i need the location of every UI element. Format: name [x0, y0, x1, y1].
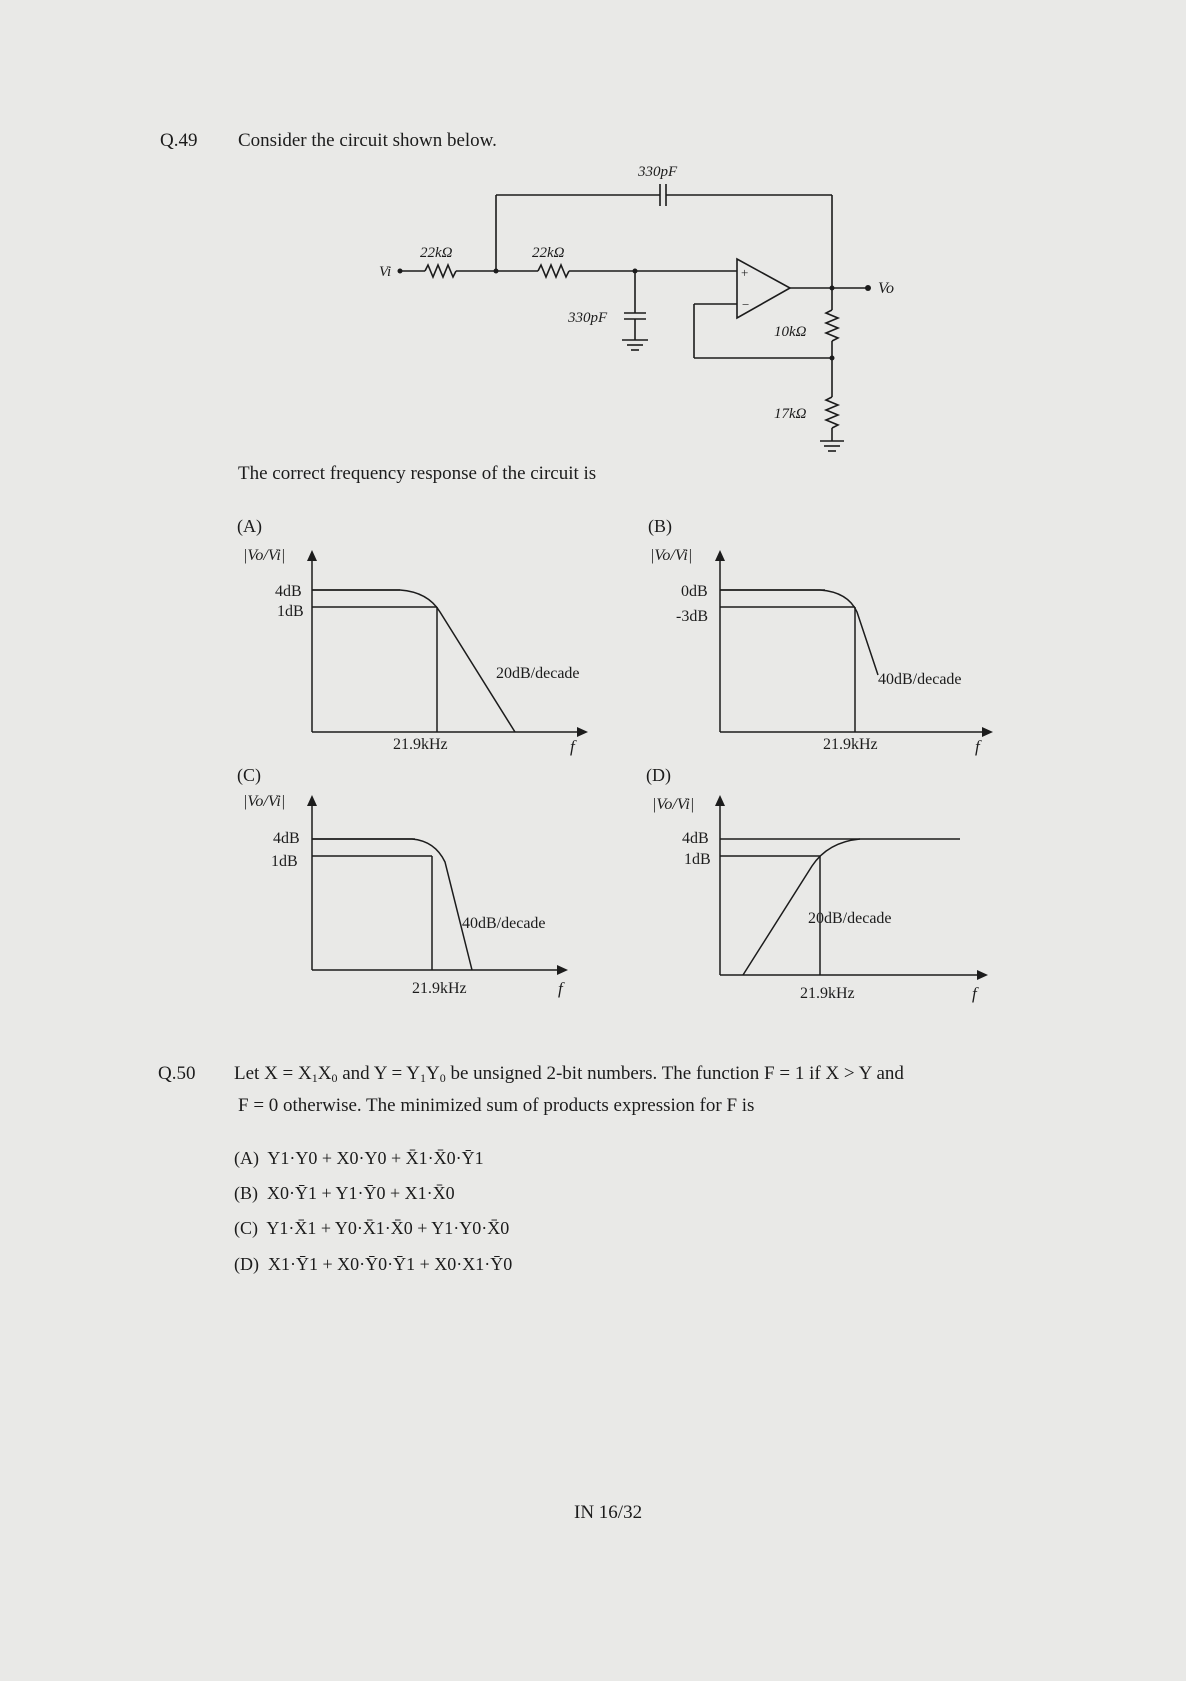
q50-sub-b: 0: [331, 1071, 338, 1085]
q49-prompt: The correct frequency response of the circuit is: [238, 463, 597, 484]
graph-c-ylabel: |Vo/Vi|: [243, 793, 286, 810]
plus-terminal: +: [741, 265, 749, 280]
graph-d-curve: [743, 839, 860, 975]
q50-option-d-expr: X1·Ȳ1 + X0·Ȳ0·Ȳ1 + X0·X1·Ȳ0: [268, 1254, 513, 1274]
q50-option-c-label: (C): [234, 1218, 258, 1238]
graph-d-slope: 20dB/decade: [808, 910, 892, 927]
graph-d-top: 4dB: [682, 830, 709, 847]
graph-b-label: (B): [648, 516, 672, 536]
minus-terminal: −: [742, 297, 750, 312]
r-feedback-label: 10kΩ: [774, 324, 807, 340]
graph-d-label: (D): [646, 765, 671, 785]
graph-a-top: 4dB: [275, 583, 302, 600]
q50-line1-b: X: [317, 1063, 332, 1084]
graph-a-slope: 20dB/decade: [496, 665, 580, 682]
q50-sub-a: 1: [311, 1071, 318, 1085]
graph-a-freq: 21.9kHz: [393, 736, 448, 753]
q49-number: Q.49: [160, 130, 198, 151]
graph-b-bottom: -3dB: [676, 608, 708, 625]
q50-option-a-label: (A): [234, 1148, 259, 1168]
q50-option-b-expr: X0·Ȳ1 + Y1·Ȳ0 + X1·X̄0: [267, 1183, 455, 1203]
graph-b-top: 0dB: [681, 583, 708, 600]
output-label: Vo: [878, 280, 894, 297]
graph-b-freq: 21.9kHz: [823, 736, 878, 753]
graph-a-bottom: 1dB: [277, 603, 304, 620]
graph-c-freq: 21.9kHz: [412, 980, 467, 997]
r1-label: 22kΩ: [420, 245, 453, 261]
q50-line1-d: Y: [425, 1063, 440, 1084]
page-footer: IN 16/32: [574, 1502, 643, 1523]
q50-line1-e: be unsigned 2-bit numbers. The function F = 1 if X > Y and: [445, 1063, 904, 1084]
graph-c-curve: [312, 839, 472, 970]
graph-c-bottom: 1dB: [271, 853, 298, 870]
q50-line1-a: Let X = X: [234, 1063, 312, 1084]
graph-b-ylabel: |Vo/Vi|: [650, 547, 693, 564]
q50-option-b: [234, 1183, 455, 1204]
q50-option-c-expr: Y1·X̄1 + Y0·X̄1·X̄0 + Y1·Y0·X̄0: [266, 1218, 510, 1238]
c-feedback-label: 330pF: [638, 164, 678, 180]
graph-d-freq: 21.9kHz: [800, 985, 855, 1002]
graph-d-xlabel: f: [972, 984, 977, 1003]
graph-a-label: (A): [237, 516, 262, 536]
input-label: Vi: [379, 264, 392, 280]
q49-text: Consider the circuit shown below.: [238, 130, 497, 151]
q50-sub-c: 1: [419, 1071, 426, 1085]
r-ground-label: 17kΩ: [774, 406, 807, 422]
r2-label: 22kΩ: [532, 245, 565, 261]
graph-c-xlabel: f: [558, 979, 563, 998]
c-ground-label: 330pF: [568, 310, 608, 326]
graph-b-slope: 40dB/decade: [878, 671, 962, 688]
graph-a-curve: [312, 590, 515, 732]
graph-d-ylabel: |Vo/Vi|: [652, 796, 695, 813]
graph-c-label: (C): [237, 765, 261, 785]
q50-option-c: [234, 1218, 509, 1239]
q50-option-b-label: (B): [234, 1183, 258, 1203]
graph-c-top: 4dB: [273, 830, 300, 847]
q50-option-d: [234, 1254, 512, 1275]
q50-line1-c: and Y = Y: [337, 1063, 420, 1084]
q50-number: Q.50: [158, 1063, 196, 1084]
graph-d-bottom: 1dB: [684, 851, 711, 868]
q50-sub-d: 0: [439, 1071, 446, 1085]
graph-b-xlabel: f: [975, 737, 980, 756]
graph-c-slope: 40dB/decade: [462, 915, 546, 932]
graph-a-ylabel: |Vo/Vi|: [243, 547, 286, 564]
graph-a-xlabel: f: [570, 737, 575, 756]
q50-line2: F = 0 otherwise. The minimized sum of products expression for F is: [238, 1095, 755, 1116]
q50-option-a-expr: Y1·Y0 + X0·Y0 + X̄1·X̄0·Ȳ1: [267, 1148, 484, 1168]
q50-option-a: [234, 1148, 484, 1169]
q50-option-d-label: (D): [234, 1254, 259, 1274]
q50-line1: [234, 1063, 904, 1086]
